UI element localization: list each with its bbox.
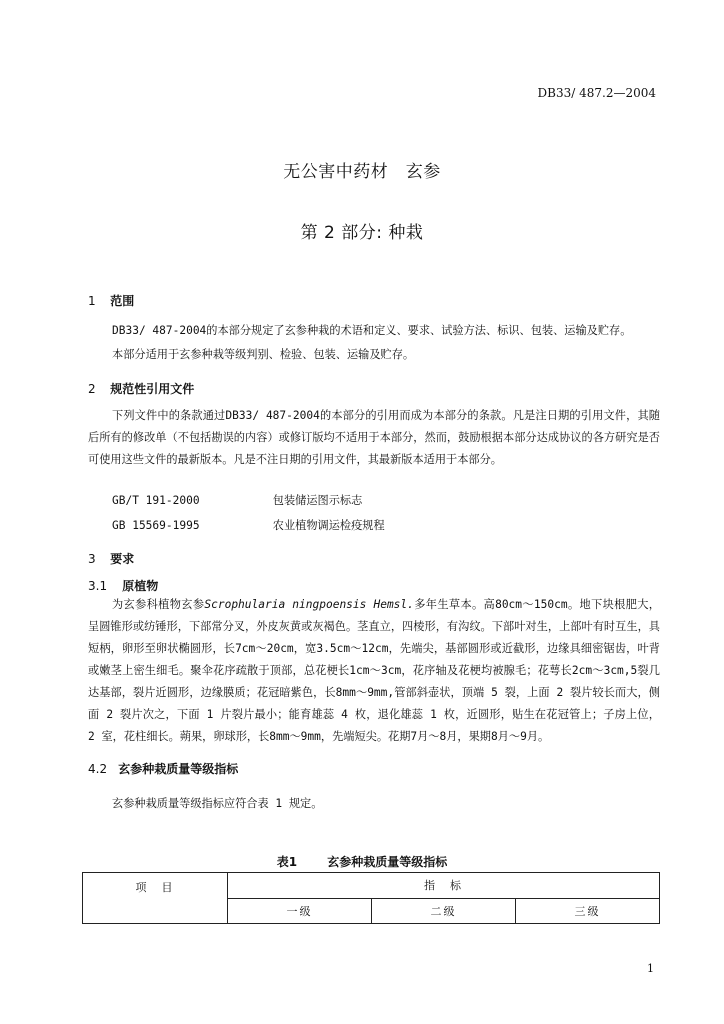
document-title: 无公害中药材 玄参 [283, 162, 441, 182]
index-header-cell: 指 标 [228, 873, 660, 899]
reference-item [112, 492, 362, 508]
reference-code: GB 15569-1995 [112, 519, 200, 532]
latin-name: Scrophularia ningpoensis Hemsl. [204, 598, 414, 611]
reference-name: 农业植物调运检疫规程 [272, 519, 385, 532]
section-number: 3.1 [88, 579, 108, 593]
document-code: DB33/ 487.2—2004 [537, 86, 656, 100]
reference-code: GB/T 191-2000 [112, 494, 200, 507]
section-title: 原植物 [122, 579, 159, 593]
page-number: 1 [647, 962, 654, 975]
section-title: 要求 [110, 552, 135, 566]
plant-description-paragraph [88, 594, 660, 748]
section-title: 玄参种栽质量等级指标 [118, 762, 239, 776]
table-row [83, 873, 660, 899]
section-number: 4.2 [88, 762, 108, 776]
reference-name: 包装储运图示标志 [272, 494, 363, 507]
section-1-heading [88, 292, 134, 309]
text-run: 为玄参科植物玄参 [112, 598, 205, 611]
section-3-1-heading [88, 577, 158, 594]
paragraph: 本部分适用于玄参种栽等级判别、检验、包装、运输及贮存。 [112, 348, 415, 361]
reference-item [112, 517, 385, 533]
table-title: 玄参种栽质量等级指标 [327, 855, 448, 869]
section-number: 2 [88, 382, 96, 396]
section-4-2-heading [88, 760, 238, 777]
grade-header-cell: 一级 [228, 898, 372, 924]
section-title: 规范性引用文件 [110, 382, 195, 396]
paragraph: DB33/ 487-2004的本部分规定了玄参种栽的术语和定义、要求、试验方法、标识、包装、运输及贮存。 [112, 324, 632, 337]
section-number: 1 [88, 294, 96, 308]
table-caption [0, 853, 724, 870]
item-header-cell: 项 目 [83, 873, 228, 924]
paragraph: 玄参种栽质量等级指标应符合表 1 规定。 [112, 797, 323, 810]
section-title: 范围 [110, 294, 135, 308]
section-3-heading [88, 550, 134, 567]
grade-header-cell: 二级 [372, 898, 516, 924]
grade-header-cell: 三级 [516, 898, 660, 924]
paragraph: 下列文件中的条款通过DB33/ 487-2004的本部分的引用而成为本部分的条款。凡是注日期的引用文件，其随后所有的修改单（不包括勘误的内容）或修订版均不适用于本部分，然而，鼓励根据本部分达成协议的各方研究是否可使用这些文件的最新版本。凡是不注日期的引用文件，其最新版本适用于本部分。 [88, 409, 660, 466]
document-part-title: 第 2 部分: 种栽 [300, 223, 424, 243]
section-2-heading [88, 380, 194, 397]
quality-grade-table [82, 872, 660, 924]
table-number: 表1 [276, 855, 298, 869]
text-run: 多年生草本。高80cm～150cm。地下块根肥大，呈圆锥形或纺锤形，下部常分叉，外皮灰黄或灰褐色。茎直立，四棱形，有沟纹。下部叶对生，上部叶有时互生，具短柄，卵形至卵状椭圆形，长7cm～20cm，宽3.5cm～12cm，先端尖，基部圆形或近截形，边缘具细密锯齿，叶背或嫩茎上密生细毛。聚伞花序疏散于顶部，总花梗长1cm～3cm，花序轴及花梗均被腺毛；花萼长2cm～3cm,5裂几达基部，裂片近圆形，边缘膜质；花冠暗紫色，长8mm～9mm,管部斜壶状，顶端 5 裂，上面 2 裂片较长而大，侧面 2 裂片次之，下面 1 片裂片最小；能育雄蕊 4 枚，退化雄蕊 1 枚，近圆形，贴生在花冠管上；子房上位， 2 室，花柱细长。蒴果，卵球形，长8mm～9mm，先端短尖。花期7月～8月，果期8月～9月。 [88, 598, 660, 743]
section-number: 3 [88, 552, 96, 566]
